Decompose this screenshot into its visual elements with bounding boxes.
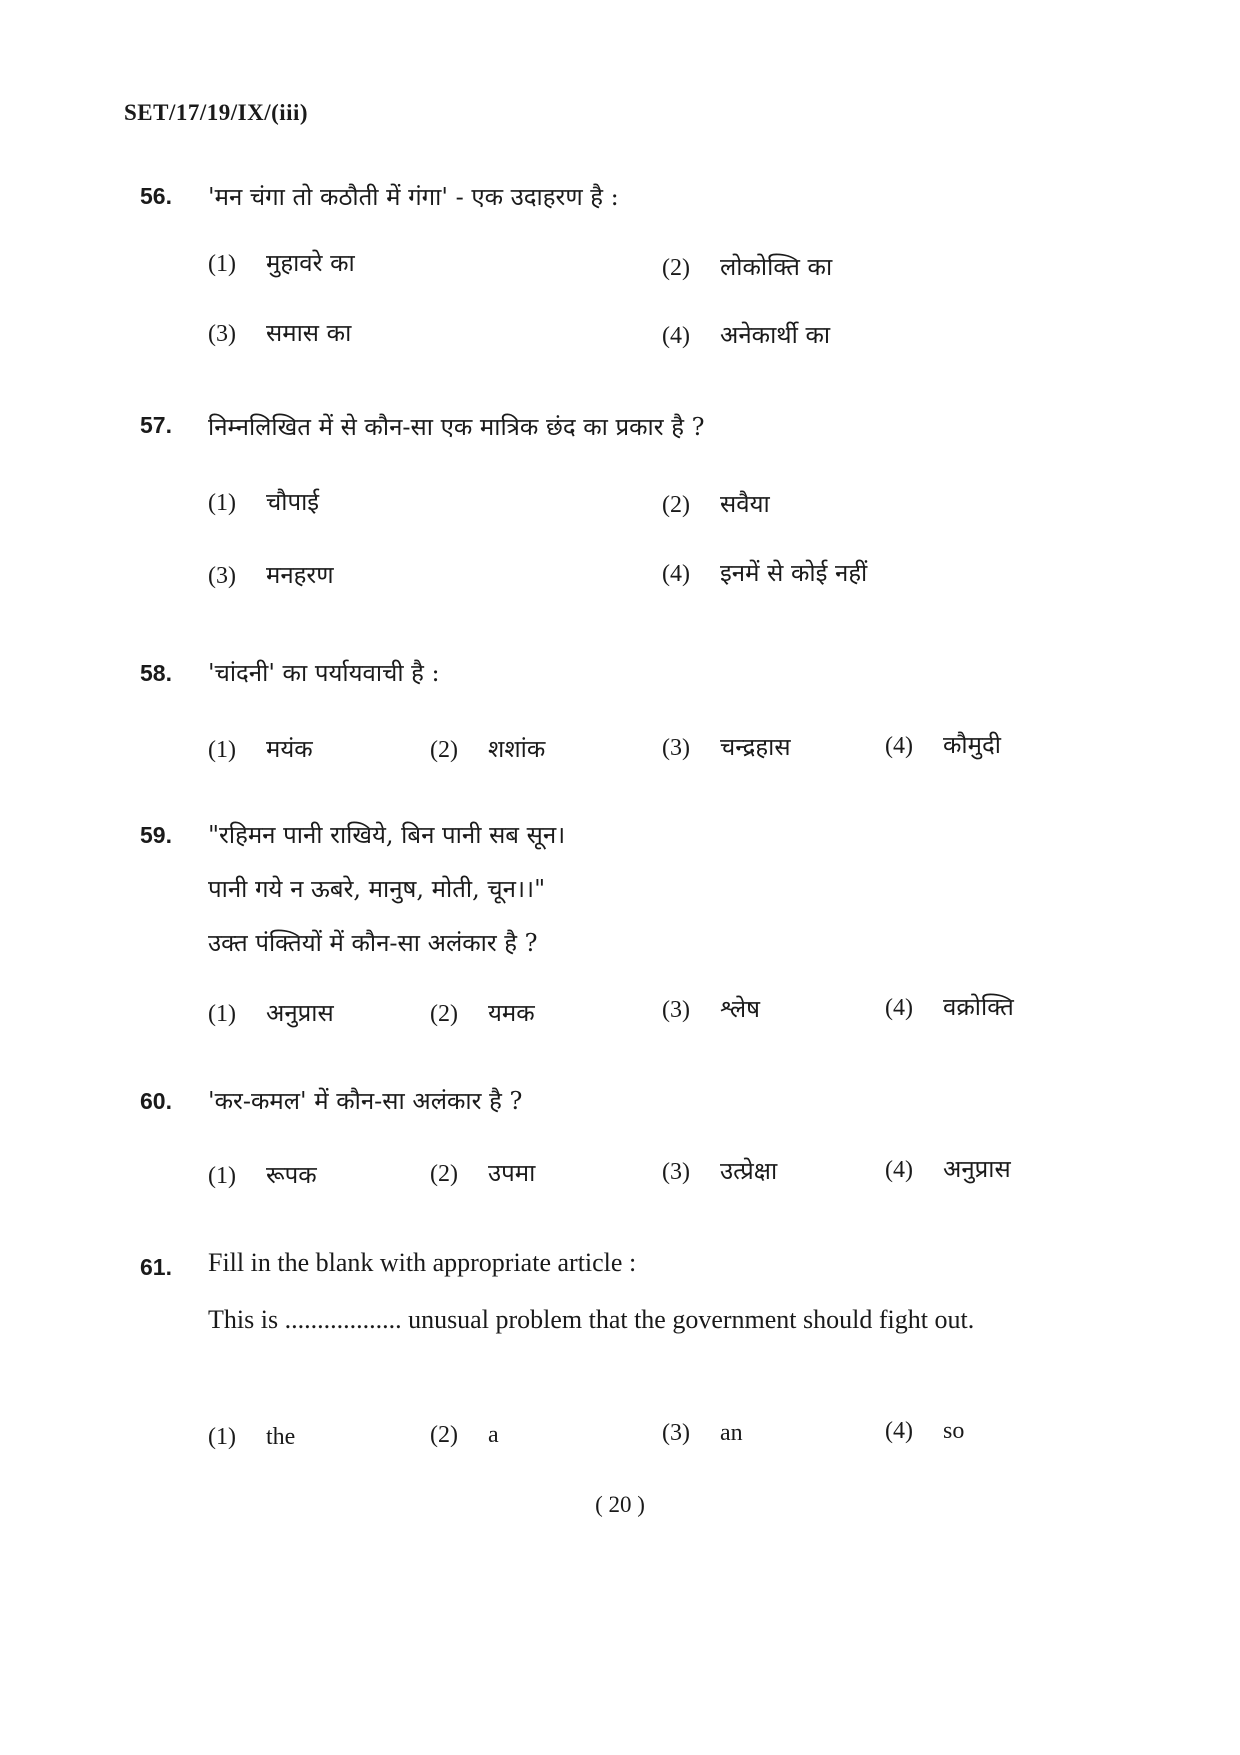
option-text: समास का	[266, 319, 352, 347]
option-number: (2)	[430, 1422, 458, 1448]
question-number-61: 61.	[140, 1254, 172, 1280]
option-56-4	[662, 318, 830, 351]
option-60-4	[885, 1152, 1011, 1185]
option-number: (2)	[430, 1001, 458, 1027]
option-58-1	[208, 732, 313, 765]
option-text: मयंक	[266, 735, 313, 763]
option-text: चौपाई	[266, 488, 320, 516]
option-number: (2)	[662, 255, 690, 281]
question-line-59-1: "रहिमन पानी राखिये, बिन पानी सब सून।	[208, 821, 566, 849]
question-text-61: Fill in the blank with appropriate article :	[208, 1248, 637, 1277]
option-number: (2)	[430, 737, 458, 763]
option-57-4	[662, 556, 867, 589]
option-57-2	[662, 487, 770, 520]
option-text: the	[266, 1424, 296, 1450]
option-number: (2)	[430, 1161, 458, 1187]
option-text: लोकोक्ति का	[720, 253, 833, 281]
option-number: (3)	[662, 735, 690, 761]
option-number: (4)	[885, 1157, 913, 1183]
option-60-3	[662, 1154, 777, 1187]
option-text: अनेकार्थी का	[720, 321, 831, 349]
option-number: (4)	[662, 323, 690, 349]
option-57-3	[208, 558, 334, 591]
option-number: (3)	[662, 1420, 690, 1446]
option-text: अनुप्रास	[943, 1155, 1011, 1183]
option-number: (1)	[208, 1163, 236, 1189]
question-text-56: 'मन चंगा तो कठौती में गंगा' - एक उदाहरण है :	[208, 183, 619, 211]
option-number: (3)	[662, 1159, 690, 1185]
question-line-59-3: उक्त पंक्तियों में कौन-सा अलंकार है ?	[208, 929, 538, 957]
option-57-1	[208, 485, 319, 518]
question-number-58: 58.	[140, 660, 172, 686]
question-number-57: 57.	[140, 412, 172, 438]
option-text: मनहरण	[266, 561, 334, 589]
option-56-1	[208, 246, 355, 279]
option-58-4	[885, 728, 1001, 761]
option-59-2	[430, 996, 535, 1029]
option-61-3	[662, 1420, 743, 1447]
question-number-60: 60.	[140, 1088, 172, 1114]
option-number: (2)	[662, 492, 690, 518]
option-61-2	[430, 1422, 499, 1449]
option-56-3	[208, 316, 351, 349]
option-59-1	[208, 996, 334, 1029]
option-text: so	[943, 1418, 965, 1444]
option-56-2	[662, 250, 832, 283]
option-text: वक्रोक्ति	[943, 993, 1014, 1021]
option-text: चन्द्रहास	[720, 733, 791, 761]
option-text: इनमें से कोई नहीं	[720, 559, 868, 587]
option-number: (4)	[885, 1418, 913, 1444]
option-text: श्लेष	[720, 995, 761, 1023]
option-text: सवैया	[720, 490, 770, 518]
page-number: ( 20 )	[595, 1492, 645, 1517]
option-text: अनुप्रास	[266, 999, 334, 1027]
option-60-2	[430, 1156, 535, 1189]
question-text-57: निम्नलिखित में से कौन-सा एक मात्रिक छंद का प्रकार है ?	[208, 413, 705, 441]
question-line-59-2: पानी गये न ऊबरे, मानुष, मोती, चून।।"	[208, 875, 546, 903]
option-58-3	[662, 730, 791, 763]
option-text: कौमुदी	[943, 731, 1001, 759]
option-number: (3)	[662, 997, 690, 1023]
question-number-56: 56.	[140, 183, 172, 209]
question-number-59: 59.	[140, 822, 172, 848]
question-text-58: 'चांदनी' का पर्यायवाची है :	[208, 659, 440, 687]
option-text: an	[720, 1420, 743, 1446]
option-60-1	[208, 1158, 317, 1191]
option-number: (3)	[208, 321, 236, 347]
option-61-4	[885, 1418, 964, 1445]
paper-code: SET/17/19/IX/(iii)	[124, 100, 309, 125]
option-number: (1)	[208, 737, 236, 763]
option-text: उत्प्रेक्षा	[720, 1157, 778, 1185]
option-number: (4)	[662, 561, 690, 587]
question-sentence-61: This is .................. unusual problem that the government should fight out.	[208, 1305, 975, 1334]
option-text: मुहावरे का	[266, 249, 355, 277]
option-text: यमक	[488, 999, 535, 1027]
option-number: (4)	[885, 995, 913, 1021]
option-number: (4)	[885, 733, 913, 759]
option-number: (3)	[208, 563, 236, 589]
option-59-4	[885, 990, 1014, 1023]
option-58-2	[430, 732, 545, 765]
option-text: रूपक	[266, 1161, 317, 1189]
question-text-60: 'कर-कमल' में कौन-सा अलंकार है ?	[208, 1087, 523, 1115]
option-number: (1)	[208, 1424, 236, 1450]
option-number: (1)	[208, 490, 236, 516]
option-text: शशांक	[488, 735, 546, 763]
option-59-3	[662, 992, 760, 1025]
option-text: a	[488, 1422, 499, 1448]
option-text: उपमा	[488, 1159, 536, 1187]
option-61-1	[208, 1424, 295, 1451]
option-number: (1)	[208, 251, 236, 277]
option-number: (1)	[208, 1001, 236, 1027]
